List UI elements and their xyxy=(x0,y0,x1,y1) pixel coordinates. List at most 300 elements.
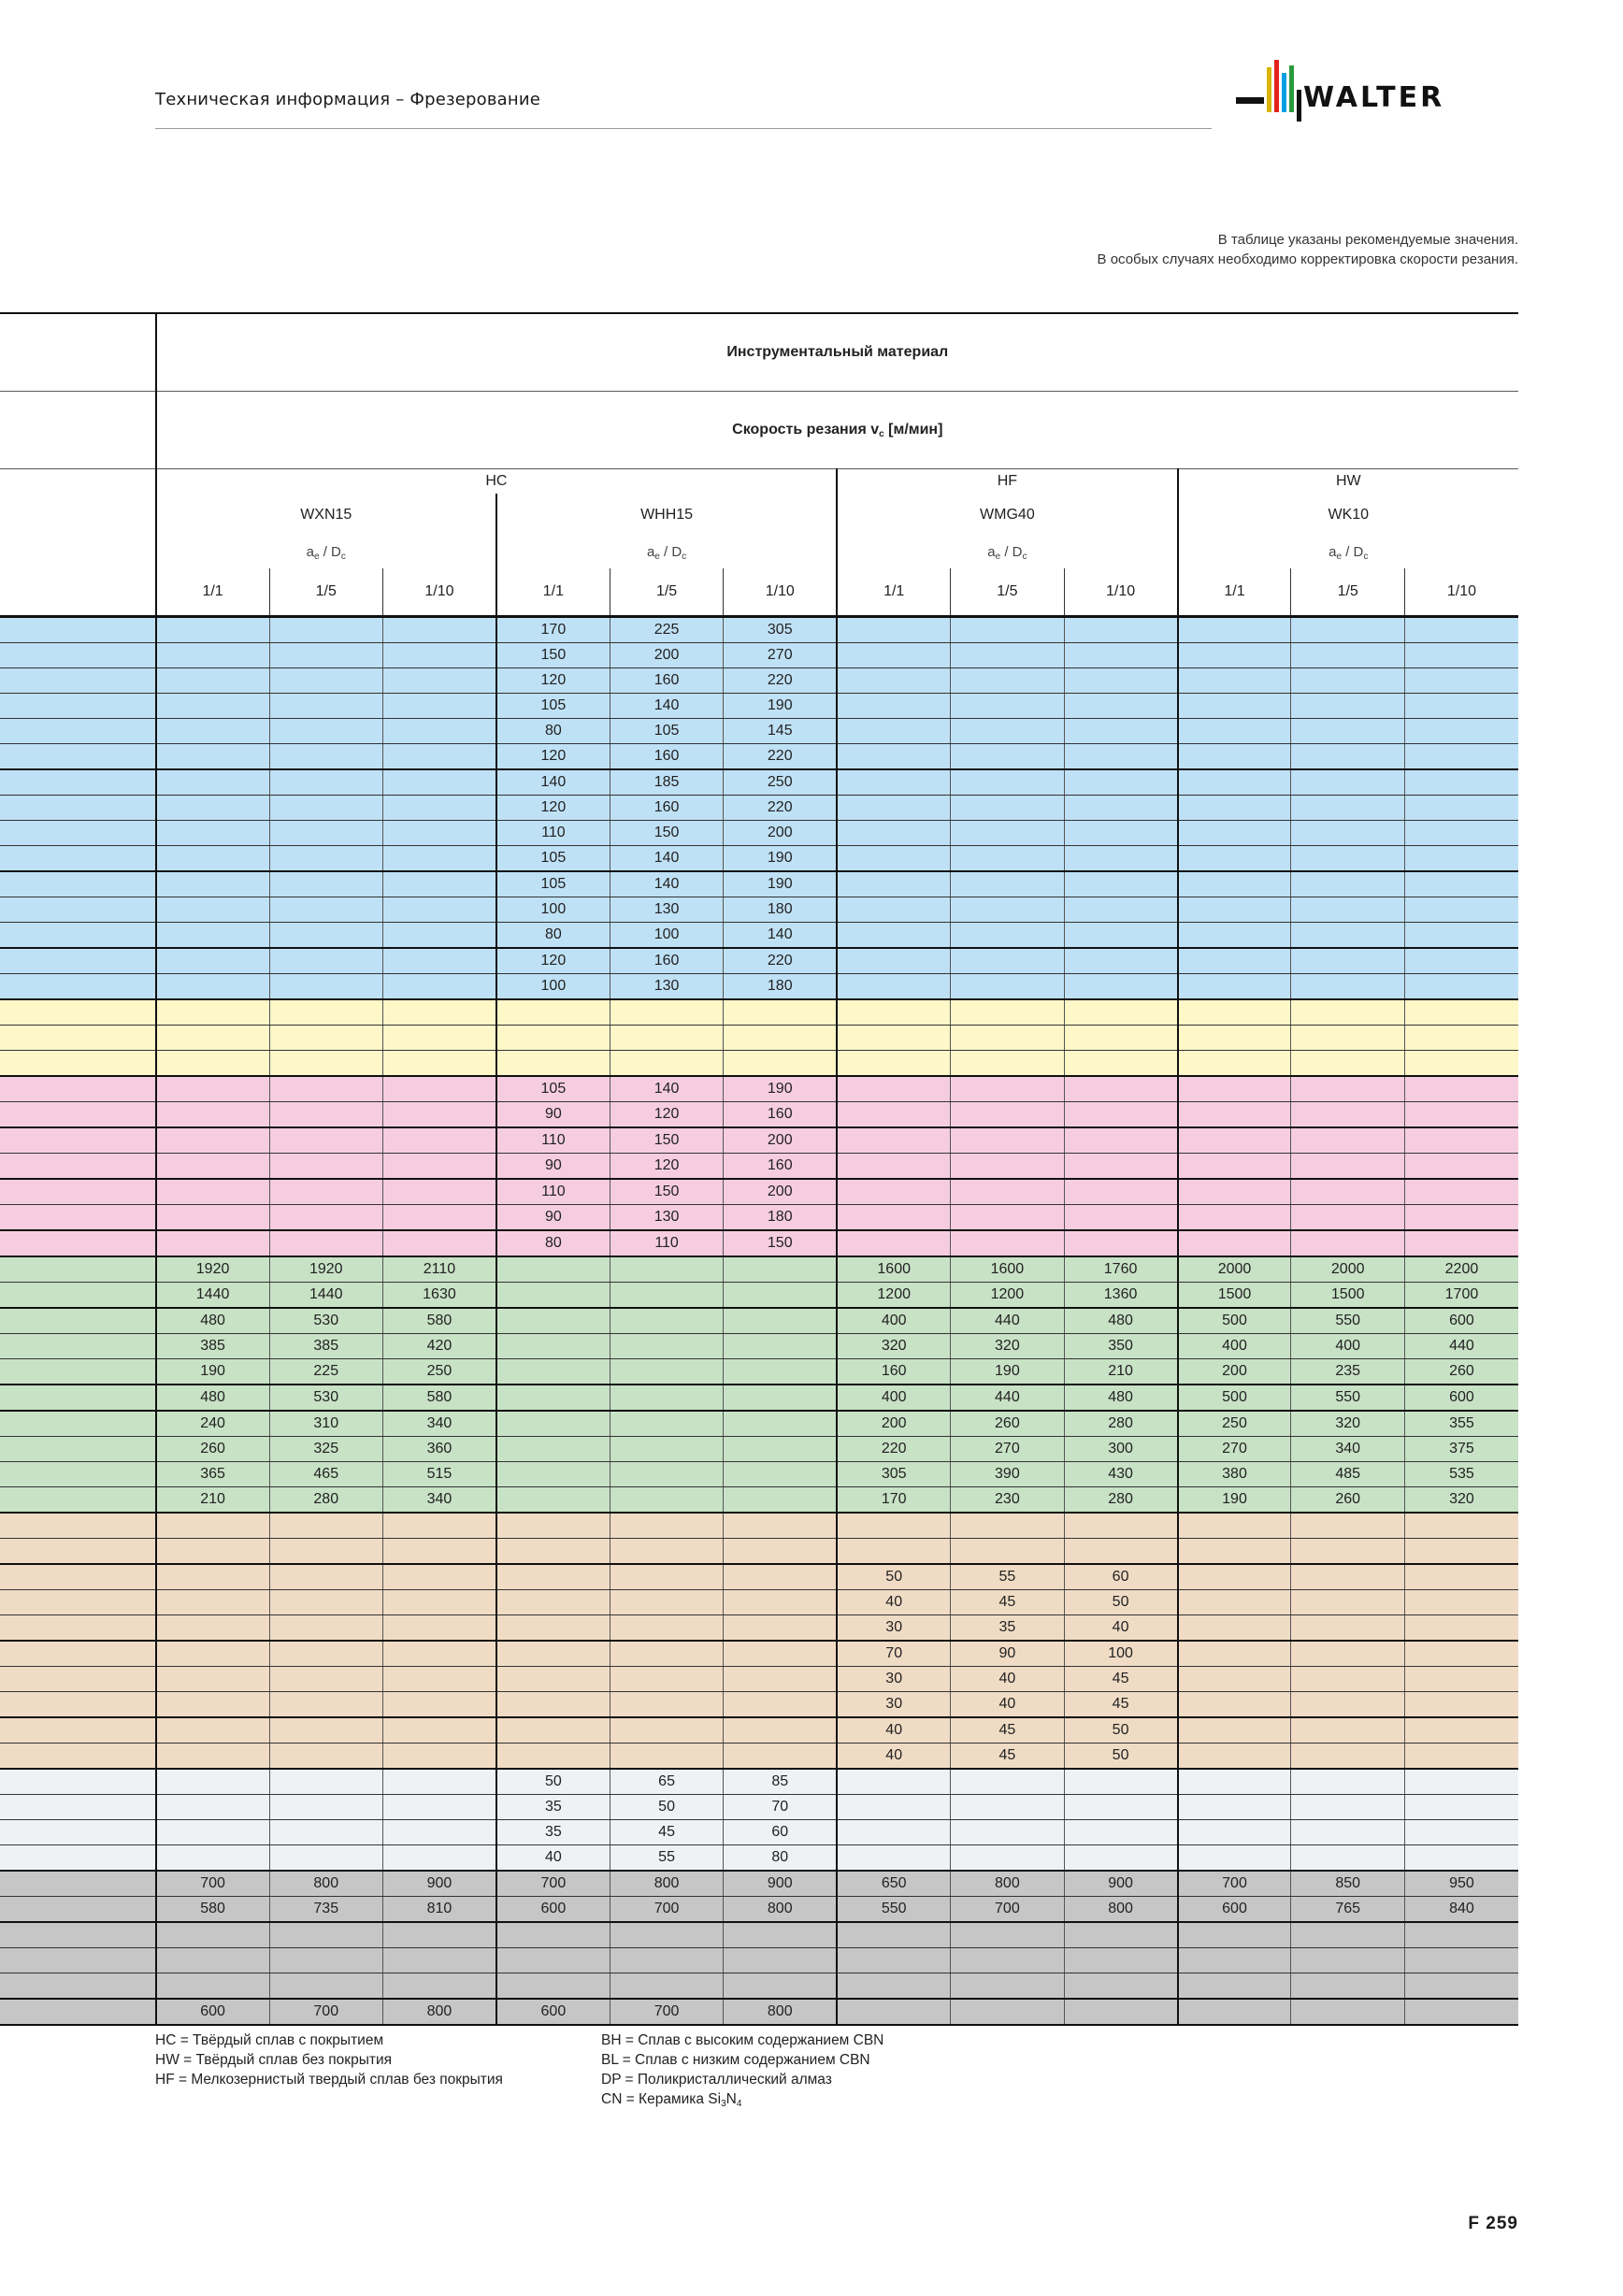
speed-cell xyxy=(724,1487,837,1514)
speed-cell xyxy=(1178,719,1291,744)
speed-cell xyxy=(951,668,1064,694)
speed-cell xyxy=(382,1513,496,1539)
cutting-speed-subscript: c xyxy=(879,428,884,439)
speed-cell xyxy=(156,1717,269,1744)
row-label-cell xyxy=(0,1845,156,1872)
speed-cell xyxy=(1178,1230,1291,1256)
ae-dc-part: / D xyxy=(659,543,682,560)
ratio-header: 1/10 xyxy=(382,568,496,617)
row-label-cell xyxy=(0,1922,156,1948)
table-row xyxy=(0,1308,1518,1334)
speed-cell: 140 xyxy=(724,923,837,949)
speed-cell xyxy=(1064,1948,1177,1973)
speed-cell xyxy=(610,1744,723,1770)
speed-cell xyxy=(1064,1513,1177,1539)
ratio-header: 1/10 xyxy=(724,568,837,617)
speed-cell xyxy=(1404,821,1518,846)
speed-cell xyxy=(1291,617,1404,643)
speed-cell xyxy=(496,1590,610,1615)
speed-cell xyxy=(269,1641,382,1667)
legend-cn-mid: N xyxy=(725,2091,737,2107)
speed-cell xyxy=(951,769,1064,796)
speed-cell xyxy=(1404,643,1518,668)
speed-cell: 230 xyxy=(951,1487,1064,1514)
speed-cell xyxy=(1064,744,1177,770)
speed-cell xyxy=(1404,1820,1518,1845)
speed-cell xyxy=(951,1845,1064,1872)
speed-cell xyxy=(382,1769,496,1795)
speed-cell xyxy=(610,1385,723,1411)
speed-cell: 1440 xyxy=(269,1283,382,1309)
speed-cell: 110 xyxy=(496,1127,610,1154)
speed-cell: 200 xyxy=(724,1179,837,1205)
speed-cell xyxy=(837,1076,950,1102)
table-row xyxy=(0,821,1518,846)
grade-wxn15: WXN15 xyxy=(156,494,496,537)
legend-cn-sub1: 3 xyxy=(721,2099,726,2109)
speed-cell: 50 xyxy=(610,1795,723,1820)
speed-cell xyxy=(610,1026,723,1051)
speed-cell xyxy=(837,923,950,949)
table-row xyxy=(0,1590,1518,1615)
speed-cell: 340 xyxy=(1291,1437,1404,1462)
ae-dc-label xyxy=(1178,537,1518,568)
legend-hw: HW = Твёрдый сплав без покрытия xyxy=(155,2052,392,2068)
ratio-header: 1/5 xyxy=(610,568,723,617)
speed-cell xyxy=(951,1795,1064,1820)
speed-cell xyxy=(1178,871,1291,897)
speed-cell xyxy=(724,1948,837,1973)
speed-cell xyxy=(382,897,496,923)
speed-cell xyxy=(269,1795,382,1820)
speed-cell xyxy=(269,1513,382,1539)
speed-cell: 140 xyxy=(610,1076,723,1102)
speed-cell xyxy=(951,1820,1064,1845)
row-label-cell xyxy=(0,1615,156,1642)
speed-cell: 70 xyxy=(837,1641,950,1667)
table-row xyxy=(0,948,1518,974)
speed-cell xyxy=(1178,897,1291,923)
speed-cell xyxy=(1291,744,1404,770)
table-row xyxy=(0,617,1518,643)
speed-cell xyxy=(1291,1564,1404,1590)
speed-cell: 30 xyxy=(837,1692,950,1718)
table-row xyxy=(0,1179,1518,1205)
speed-cell xyxy=(951,974,1064,1000)
speed-cell xyxy=(1404,1539,1518,1565)
speed-cell: 45 xyxy=(1064,1692,1177,1718)
speed-cell xyxy=(1291,1026,1404,1051)
speed-cell xyxy=(269,974,382,1000)
speed-cell xyxy=(1178,1948,1291,1973)
row-label-cell xyxy=(0,897,156,923)
speed-cell xyxy=(1064,617,1177,643)
speed-cell: 120 xyxy=(496,948,610,974)
speed-cell xyxy=(1291,1922,1404,1948)
row-label-cell xyxy=(0,1717,156,1744)
speed-cell xyxy=(269,1615,382,1642)
speed-cell xyxy=(724,1692,837,1718)
speed-cell: 210 xyxy=(156,1487,269,1514)
speed-cell: 200 xyxy=(724,821,837,846)
speed-cell xyxy=(837,719,950,744)
speed-cell: 30 xyxy=(837,1615,950,1642)
speed-cell xyxy=(156,769,269,796)
speed-cell xyxy=(382,719,496,744)
speed-cell xyxy=(156,668,269,694)
table-row xyxy=(0,1615,1518,1642)
speed-cell xyxy=(156,821,269,846)
speed-cell: 100 xyxy=(1064,1641,1177,1667)
speed-cell xyxy=(1178,617,1291,643)
speed-cell xyxy=(610,1437,723,1462)
speed-cell: 80 xyxy=(496,1230,610,1256)
speed-cell xyxy=(1064,871,1177,897)
speed-cell xyxy=(269,617,382,643)
speed-cell xyxy=(382,1717,496,1744)
speed-cell: 105 xyxy=(496,1076,610,1102)
speed-cell: 500 xyxy=(1178,1308,1291,1334)
speed-cell xyxy=(1178,1769,1291,1795)
speed-cell xyxy=(951,999,1064,1026)
row-label-cell xyxy=(0,1744,156,1770)
row-label-cell xyxy=(0,796,156,821)
speed-cell: 365 xyxy=(156,1462,269,1487)
speed-cell xyxy=(269,1127,382,1154)
row-label-cell xyxy=(0,1539,156,1565)
speed-cell xyxy=(496,1692,610,1718)
speed-cell xyxy=(1178,1127,1291,1154)
speed-cell xyxy=(1064,1026,1177,1051)
speed-cell xyxy=(724,1385,837,1411)
speed-cell: 810 xyxy=(382,1897,496,1923)
speed-cell: 50 xyxy=(1064,1590,1177,1615)
speed-cell: 465 xyxy=(269,1462,382,1487)
speed-cell xyxy=(837,1127,950,1154)
speed-cell: 150 xyxy=(496,643,610,668)
speed-cell: 190 xyxy=(724,694,837,719)
row-label-cell xyxy=(0,1385,156,1411)
row-label-cell xyxy=(0,1308,156,1334)
speed-cell xyxy=(1178,846,1291,872)
speed-cell: 100 xyxy=(610,923,723,949)
speed-cell xyxy=(496,1256,610,1283)
speed-cell xyxy=(837,1051,950,1077)
speed-cell xyxy=(610,1667,723,1692)
speed-cell: 480 xyxy=(156,1385,269,1411)
speed-cell: 40 xyxy=(837,1744,950,1770)
speed-cell xyxy=(951,1051,1064,1077)
speed-cell xyxy=(1291,1795,1404,1820)
speed-cell: 45 xyxy=(610,1820,723,1845)
speed-cell xyxy=(382,796,496,821)
row-label-cell xyxy=(0,1667,156,1692)
ae-dc-part: / D xyxy=(1342,543,1364,560)
speed-cell xyxy=(1064,1795,1177,1820)
speed-cell xyxy=(1064,719,1177,744)
speed-cell: 1500 xyxy=(1178,1283,1291,1309)
speed-cell xyxy=(837,1845,950,1872)
ratio-header: 1/1 xyxy=(496,568,610,617)
cutting-speed-unit: [м/мин] xyxy=(883,421,943,438)
speed-cell xyxy=(724,1539,837,1565)
speed-cell xyxy=(1064,1154,1177,1180)
speed-cell xyxy=(1291,1717,1404,1744)
row-label-cell xyxy=(0,821,156,846)
speed-cell: 530 xyxy=(269,1308,382,1334)
ae-dc-part: a xyxy=(1329,543,1337,560)
speed-cell xyxy=(837,643,950,668)
speed-cell: 55 xyxy=(951,1564,1064,1590)
speed-cell xyxy=(837,1102,950,1128)
speed-cell: 430 xyxy=(1064,1462,1177,1487)
speed-cell xyxy=(1404,1948,1518,1973)
speed-cell xyxy=(837,744,950,770)
row-label-cell xyxy=(0,923,156,949)
table-row xyxy=(0,796,1518,821)
speed-cell xyxy=(1064,668,1177,694)
speed-cell xyxy=(951,1539,1064,1565)
speed-cell xyxy=(724,1973,837,2000)
speed-cell: 40 xyxy=(1064,1615,1177,1642)
row-label-cell xyxy=(0,1154,156,1180)
ratio-header: 1/5 xyxy=(951,568,1064,617)
speed-cell: 235 xyxy=(1291,1359,1404,1385)
table-row xyxy=(0,897,1518,923)
speed-cell xyxy=(269,871,382,897)
speed-cell xyxy=(1291,1076,1404,1102)
speed-cell: 120 xyxy=(496,744,610,770)
speed-cell xyxy=(951,694,1064,719)
speed-cell: 260 xyxy=(951,1411,1064,1437)
speed-cell xyxy=(1404,1051,1518,1077)
speed-cell: 700 xyxy=(156,1871,269,1897)
ratio-header: 1/5 xyxy=(1291,568,1404,617)
speed-cell xyxy=(1404,1590,1518,1615)
speed-cell xyxy=(724,1462,837,1487)
row-label-cell xyxy=(0,1334,156,1359)
speed-cell xyxy=(724,1026,837,1051)
speed-cell: 900 xyxy=(724,1871,837,1897)
table-row xyxy=(0,668,1518,694)
row-label-cell xyxy=(0,1871,156,1897)
speed-cell xyxy=(1064,974,1177,1000)
speed-cell: 225 xyxy=(269,1359,382,1385)
speed-cell xyxy=(1178,1795,1291,1820)
speed-cell xyxy=(1291,1051,1404,1077)
speed-cell xyxy=(1404,1922,1518,1948)
legend-left xyxy=(155,2031,503,2089)
speed-cell xyxy=(837,1922,950,1948)
speed-cell xyxy=(269,846,382,872)
speed-cell: 120 xyxy=(496,668,610,694)
speed-cell xyxy=(724,999,837,1026)
table-row xyxy=(0,1462,1518,1487)
table-row xyxy=(0,1795,1518,1820)
speed-cell: 190 xyxy=(724,871,837,897)
speed-cell: 850 xyxy=(1291,1871,1404,1897)
speed-cell xyxy=(496,999,610,1026)
speed-cell xyxy=(1178,1539,1291,1565)
speed-cell xyxy=(156,1973,269,2000)
speed-cell xyxy=(156,1769,269,1795)
speed-cell xyxy=(269,1692,382,1718)
speed-cell xyxy=(1404,1102,1518,1128)
speed-cell xyxy=(1178,796,1291,821)
speed-cell xyxy=(1404,974,1518,1000)
speed-cell xyxy=(1404,744,1518,770)
ae-dc-part: c xyxy=(1363,551,1369,562)
speed-cell xyxy=(156,1127,269,1154)
speed-cell: 160 xyxy=(724,1102,837,1128)
speed-cell: 350 xyxy=(1064,1334,1177,1359)
speed-cell xyxy=(1064,821,1177,846)
speed-cell: 530 xyxy=(269,1385,382,1411)
speed-cell xyxy=(724,1437,837,1462)
speed-cell: 200 xyxy=(610,643,723,668)
speed-cell xyxy=(269,923,382,949)
speed-cell xyxy=(724,1513,837,1539)
row-label-cell xyxy=(0,1179,156,1205)
speed-cell xyxy=(837,769,950,796)
speed-cell xyxy=(496,1948,610,1973)
speed-cell xyxy=(496,1922,610,1948)
speed-cell: 150 xyxy=(724,1230,837,1256)
speed-cell: 280 xyxy=(1064,1487,1177,1514)
speed-cell: 320 xyxy=(1404,1487,1518,1514)
ae-dc-part: a xyxy=(306,543,314,560)
speed-cell: 260 xyxy=(1404,1359,1518,1385)
speed-cell: 160 xyxy=(610,796,723,821)
speed-cell: 385 xyxy=(156,1334,269,1359)
speed-cell xyxy=(610,1513,723,1539)
speed-cell: 45 xyxy=(951,1744,1064,1770)
speed-cell xyxy=(1064,1127,1177,1154)
speed-cell: 160 xyxy=(610,744,723,770)
table-row xyxy=(0,1359,1518,1385)
speed-cell xyxy=(610,1564,723,1590)
speed-cell xyxy=(837,1205,950,1231)
speed-cell: 70 xyxy=(724,1795,837,1820)
speed-cell xyxy=(156,1564,269,1590)
speed-cell: 1440 xyxy=(156,1283,269,1309)
speed-cell xyxy=(951,1026,1064,1051)
speed-cell xyxy=(156,1102,269,1128)
row-label-cell xyxy=(0,744,156,770)
speed-cell xyxy=(382,1973,496,2000)
speed-cell xyxy=(269,1590,382,1615)
speed-cell xyxy=(496,1667,610,1692)
speed-cell xyxy=(1291,719,1404,744)
speed-cell xyxy=(269,769,382,796)
speed-cell: 400 xyxy=(837,1385,950,1411)
speed-cell xyxy=(382,643,496,668)
speed-cell xyxy=(951,617,1064,643)
speed-cell: 50 xyxy=(1064,1744,1177,1770)
speed-cell: 440 xyxy=(951,1385,1064,1411)
speed-cell xyxy=(1404,1667,1518,1692)
speed-cell: 480 xyxy=(1064,1385,1177,1411)
speed-cell xyxy=(610,1973,723,2000)
speed-cell xyxy=(724,1334,837,1359)
speed-cell xyxy=(269,1051,382,1077)
speed-cell xyxy=(156,846,269,872)
speed-cell xyxy=(1291,668,1404,694)
speed-cell xyxy=(269,1845,382,1872)
group-hw: HW xyxy=(1178,469,1518,495)
speed-cell: 580 xyxy=(156,1897,269,1923)
table-row xyxy=(0,769,1518,796)
speed-cell xyxy=(496,1717,610,1744)
speed-cell: 1600 xyxy=(837,1256,950,1283)
speed-cell: 600 xyxy=(496,1897,610,1923)
speed-cell xyxy=(1178,1845,1291,1872)
table-row xyxy=(0,1744,1518,1770)
speed-cell: 90 xyxy=(496,1102,610,1128)
speed-cell xyxy=(1178,923,1291,949)
speed-cell xyxy=(951,1513,1064,1539)
speed-cell xyxy=(837,668,950,694)
speed-cell xyxy=(610,1692,723,1718)
ae-dc-part: / D xyxy=(319,543,341,560)
speed-cell xyxy=(1404,1769,1518,1795)
speed-cell xyxy=(951,1102,1064,1128)
speed-cell xyxy=(610,1334,723,1359)
speed-cell xyxy=(1178,744,1291,770)
ratio-header: 1/10 xyxy=(1404,568,1518,617)
speed-cell: 375 xyxy=(1404,1437,1518,1462)
speed-cell: 200 xyxy=(837,1411,950,1437)
row-label-cell xyxy=(0,1127,156,1154)
speed-cell xyxy=(382,1590,496,1615)
speed-cell: 400 xyxy=(837,1308,950,1334)
speed-cell: 1700 xyxy=(1404,1283,1518,1309)
speed-cell xyxy=(382,1820,496,1845)
speed-cell xyxy=(496,1513,610,1539)
speed-cell: 220 xyxy=(837,1437,950,1462)
legend-bh: BH = Сплав с высоким содержанием CBN xyxy=(601,2032,884,2048)
speed-cell xyxy=(1291,796,1404,821)
table-row xyxy=(0,1334,1518,1359)
speed-cell xyxy=(1064,694,1177,719)
table-row xyxy=(0,1256,1518,1283)
speed-cell xyxy=(269,1744,382,1770)
speed-cell xyxy=(269,1102,382,1128)
speed-cell xyxy=(1291,1539,1404,1565)
speed-cell xyxy=(1064,1769,1177,1795)
speed-cell xyxy=(610,1539,723,1565)
legend-hf: HF = Мелкозернистый твердый сплав без покрытия xyxy=(155,2072,503,2088)
speed-cell: 180 xyxy=(724,974,837,1000)
speed-cell xyxy=(156,1205,269,1231)
speed-cell: 190 xyxy=(724,1076,837,1102)
speed-cell xyxy=(1178,1051,1291,1077)
speed-cell: 300 xyxy=(1064,1437,1177,1462)
speed-cell xyxy=(1178,948,1291,974)
row-label-cell xyxy=(0,1359,156,1385)
speed-cell xyxy=(1178,1973,1291,2000)
row-label-cell xyxy=(0,1897,156,1923)
speed-cell: 140 xyxy=(610,871,723,897)
speed-cell: 270 xyxy=(951,1437,1064,1462)
speed-cell: 2000 xyxy=(1178,1256,1291,1283)
table-row xyxy=(0,1564,1518,1590)
speed-cell: 40 xyxy=(496,1845,610,1872)
speed-cell xyxy=(1064,1845,1177,1872)
speed-cell: 160 xyxy=(610,948,723,974)
speed-cell xyxy=(1404,796,1518,821)
speed-cell xyxy=(156,974,269,1000)
